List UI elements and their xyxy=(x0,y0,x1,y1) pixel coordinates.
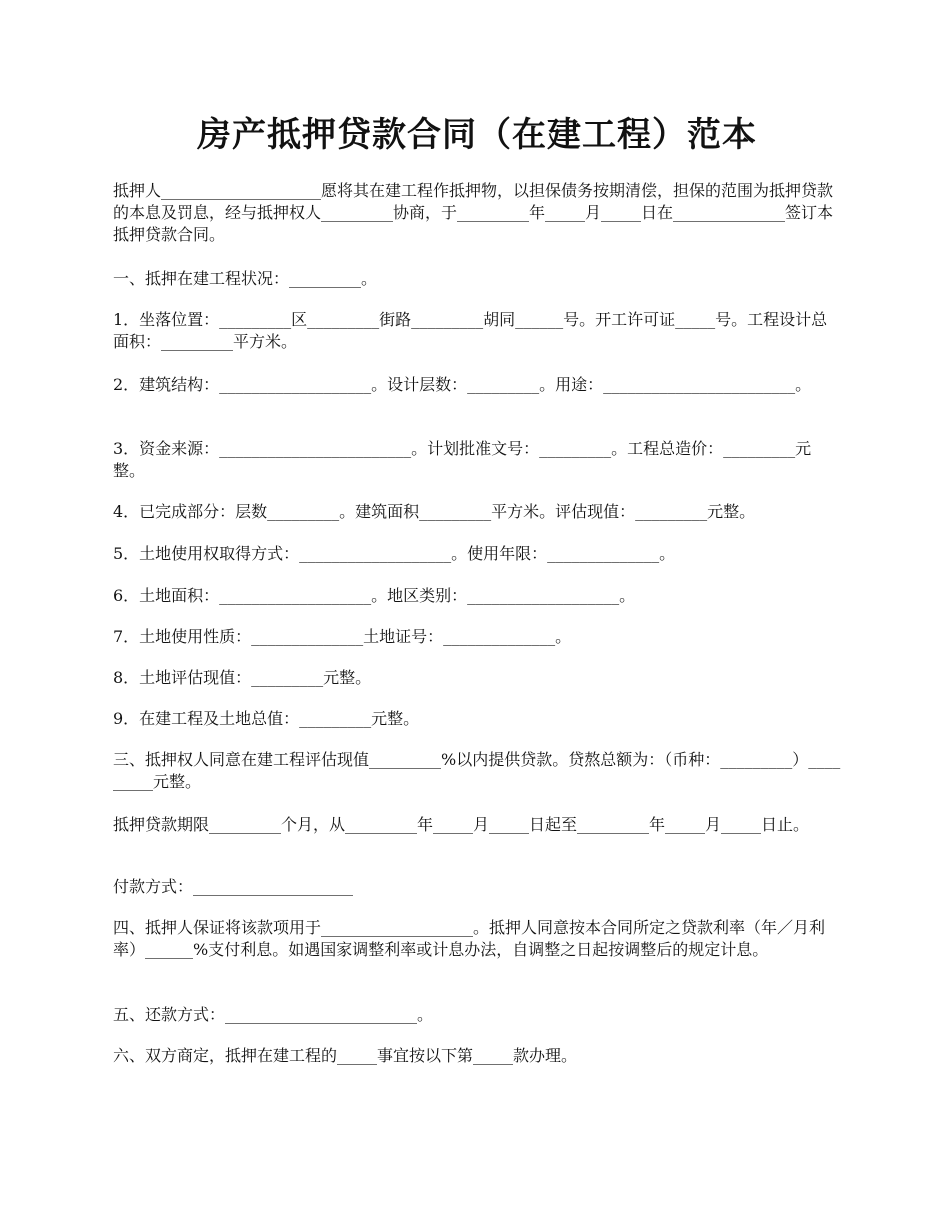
payment-method: 付款方式：____________________ xyxy=(113,877,354,896)
item-3-funding: 3．资金来源：________________________。计划批准文号：_________。工程总造价：_________元整。 xyxy=(113,439,812,480)
item-5-land-right: 5．土地使用权取得方式：___________________。使用年限：______________。 xyxy=(113,544,676,563)
document-title: 房产抵押贷款合同（在建工程）范本 xyxy=(197,115,757,155)
section-3-loan: 三、抵押权人同意在建工程评估现值_________%以内提供贷款。贷熬总额为：（币种：_________）_________元整。 xyxy=(113,750,841,791)
item-6-land-area: 6．土地面积：___________________。地区类别：___________________。 xyxy=(113,586,636,605)
item-8-land-value: 8．土地评估现值：_________元整。 xyxy=(113,668,372,687)
section-5-repayment: 五、还款方式：________________________。 xyxy=(113,1005,434,1024)
section-1-heading: 一、抵押在建工程状况：_________。 xyxy=(113,269,378,288)
section-4-usage: 四、抵押人保证将该款项用于___________________。抵押人同意按本合同所定之贷款利率（年／月利率）______%支付利息。如遇国家调整利率或计息办法，自调整之日起按调整后的规定计息。 xyxy=(113,918,826,959)
item-1-location: 1．坐落位置：_________区_________街路_________胡同______号。开工许可证_____号。工程设计总面积：_________平方米。 xyxy=(113,310,828,351)
item-9-total-value: 9．在建工程及土地总值：_________元整。 xyxy=(113,709,420,728)
item-2-structure: 2．建筑结构：___________________。设计层数：_________。用途：________________________。 xyxy=(113,375,812,394)
item-7-land-use: 7．土地使用性质：______________土地证号：______________。 xyxy=(113,627,572,646)
loan-term: 抵押贷款期限_________个月，从_________年_____月_____日起至_________年_____月_____日止。 xyxy=(113,815,810,834)
section-6-agreement: 六、双方商定，抵押在建工程的_____事宜按以下第_____款办理。 xyxy=(113,1046,578,1065)
intro-paragraph: 抵押人____________________愿将其在建工程作抵押物，以担保债务按期清偿，担保的范围为抵押贷款的本息及罚息，经与抵押权人_________协商，于_________年_____月_____日在______________签订本抵押贷款合同。 xyxy=(113,181,834,244)
item-4-completed: 4．已完成部分：层数_________。建筑面积_________平方米。评估现值：_________元整。 xyxy=(113,502,756,521)
